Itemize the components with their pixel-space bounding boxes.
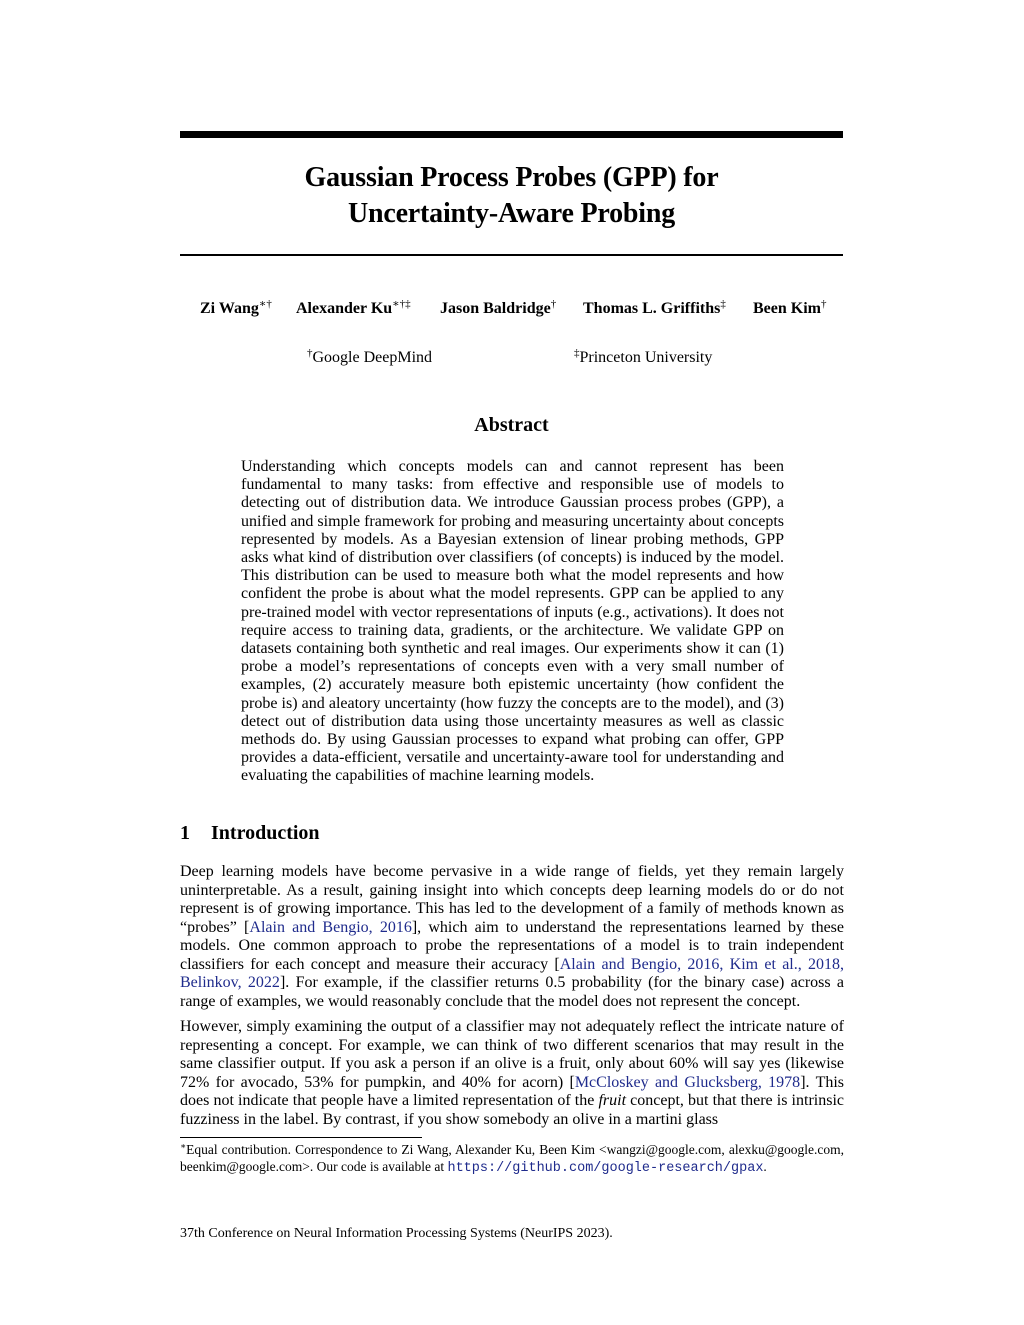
section-title: Introduction xyxy=(211,822,320,844)
affiliation-name: Google DeepMind xyxy=(312,349,433,366)
footnote xyxy=(180,1141,844,1177)
citation-link[interactable]: Alain and Bengio, 2016 xyxy=(249,918,412,936)
affiliation-google xyxy=(307,347,432,369)
author-thomas-griffiths xyxy=(583,298,726,320)
author-been-kim xyxy=(753,298,827,320)
abstract-text: Understanding which concepts models can and cannot represent has been fundamental to many tasks: from effective and responsible use of models to detecting out of distribution data. We introduce Gaussian process probes (GPP), a unified and simple framework for probing and measuring uncertainty about concepts represented by models. As a Bayesian extension of linear probing methods, GPP asks what kind of distribution over classifiers (of concepts) is induced by the model. This distribution can be used to measure both what the model represents and how confident the probe is about what the model represents. GPP can be applied to any pre-trained model with vector representations of inputs (e.g., activations). It does not require access to training data, gradients, or the architecture. We validate GPP on datasets containing both synthetic and real images. Our experiments show it can (1) probe a model’s representations of concepts even with a very small number of examples, (2) accurately measure both epistemic uncertainty (how confident the probe is) and aleatory uncertainty (how fuzzy the concepts are to the model), and (3) detect out of distribution data using those uncertainty measures as well as classic methods do. By using Gaussian processes to expand what probing can offer, GPP provides a data-efficient, versatile and uncertainty-aware tool for understanding and evaluating the capabilities of machine learning models. xyxy=(241,458,784,785)
section-number: 1 xyxy=(180,822,190,844)
author-marks: † xyxy=(821,298,827,310)
author-jason-baldridge xyxy=(440,298,556,320)
author-marks: ∗†‡ xyxy=(392,298,411,310)
author-name: Jason Baldridge xyxy=(440,300,551,317)
citation-link[interactable]: McCloskey and Glucksberg, 1978 xyxy=(574,1073,801,1091)
title-line-2: Uncertainty-Aware Probing xyxy=(347,198,676,229)
affiliation-mark: ‡ xyxy=(574,347,580,359)
footnote-text: Equal contribution. Correspondence to Zi Wang, Alexander Ku, Been Kim <wangzi@google.com, alexku@google.com, beenkim@google.com>. Our code is available at xyxy=(180,1142,844,1174)
text-run: ]. For example, if the classifier returns 0.5 probability (for the binary case) across a range of examples, we would reasonably conclude that the model does not represent the concept. xyxy=(180,974,845,1010)
venue-footer: 37th Conference on Neural Information Processing Systems (NeurIPS 2023). xyxy=(180,1226,613,1241)
author-name: Been Kim xyxy=(753,300,821,317)
footnote-mark: ∗ xyxy=(180,1141,187,1151)
code-url-link[interactable]: https://github.com/google-research/gpax xyxy=(447,1161,764,1176)
author-name: Alexander Ku xyxy=(296,300,393,317)
abstract-heading: Abstract xyxy=(474,414,549,436)
author-zi-wang xyxy=(200,298,272,320)
text-run: Deep learning models have become pervasive in a wide range of fields, yet they remain largely uninterpretable. As a result, gaining insight into which concepts deep learning models do or do not represent is of growing importance. This has led to the development of a family of methods known as “probes” [ xyxy=(180,863,844,936)
section-heading-introduction xyxy=(180,821,320,845)
author-marks: ∗† xyxy=(258,298,272,310)
text-run: ]. This does not indicate that people have a limited representation of the xyxy=(180,1073,845,1109)
author-name: Zi Wang xyxy=(200,300,259,317)
affiliation-princeton xyxy=(574,347,712,369)
title-top-rule xyxy=(180,131,843,138)
title-bottom-rule xyxy=(180,254,843,256)
title-line-1: Gaussian Process Probes (GPP) for xyxy=(304,162,719,193)
text-run: concept, but that there is intrinsic fuzziness in the label. By contrast, if you show somebody an olive in a martini glass xyxy=(180,1092,844,1128)
paper-title xyxy=(180,160,843,232)
text-run: However, simply examining the output of a classifier may not adequately reflect the intricate nature of representing a concept. For example, we can think of two different scenarios that may result in the same classifier output. If you ask a person if an olive is a fruit, only about 60% will say yes (likewise 72% for avocado, 53% for pumpkin, and 40% for acorn) [ xyxy=(180,1018,844,1091)
footnote-end: . xyxy=(763,1159,767,1174)
citation-link[interactable]: Alain and Bengio, 2016, Kim et al., 2018, Belinkov, 2022 xyxy=(180,955,845,991)
affiliation-name: Princeton University xyxy=(579,349,713,366)
footnote-rule xyxy=(180,1137,422,1138)
author-alexander-ku xyxy=(296,298,411,320)
emphasis-text: fruit xyxy=(598,1092,627,1109)
author-name: Thomas L. Griffiths xyxy=(583,300,721,317)
intro-paragraph-1 xyxy=(180,863,844,1011)
affiliation-mark: † xyxy=(307,347,313,359)
author-marks: † xyxy=(550,298,557,310)
author-marks: ‡ xyxy=(720,298,726,310)
text-run: ], which aim to understand the representations learned by these models. One common approach to probe the representations of a model is to train independent classifiers for each concept and measure their accuracy [ xyxy=(180,918,845,973)
intro-paragraph-2 xyxy=(180,1018,844,1129)
